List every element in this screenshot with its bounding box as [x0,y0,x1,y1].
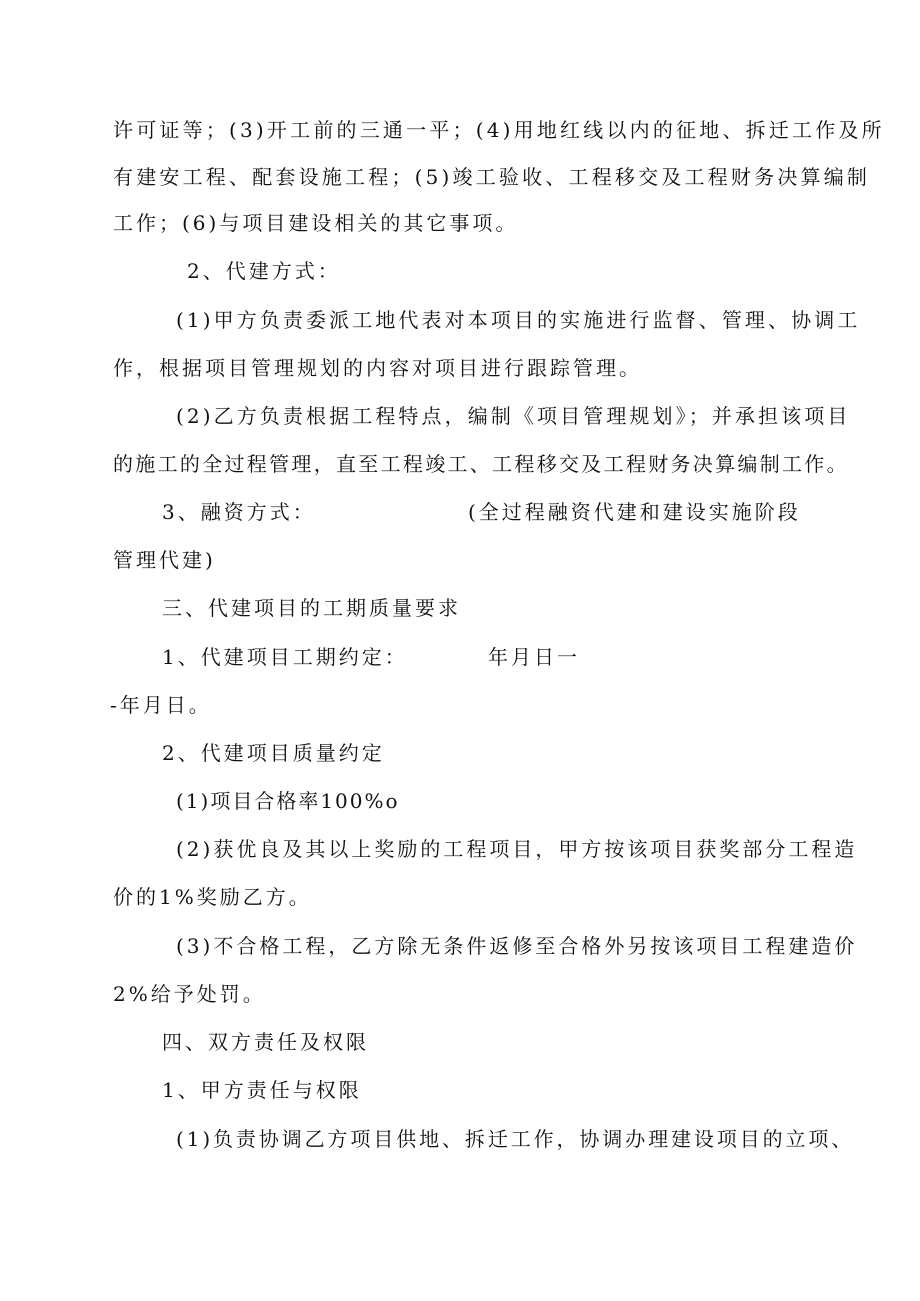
paragraph-line-6: 作，根据项目管理规划的内容对项目进行跟踪管理。 [113,356,642,380]
paragraph-line-11: 管理代建) [113,548,216,572]
paragraph-line-21: 2%给予处罚。 [113,982,266,1006]
section-heading-method: 2、代建方式： [187,259,341,283]
section-heading-four: 四、双方责任及权限 [162,1030,369,1054]
period-label: 1、代建项目工期约定： [162,645,408,669]
paragraph-line-5: (1)甲方负责委派工地代表对本项目的实施进行监督、管理、协调工 [176,308,861,332]
paragraph-line-1: 许可证等；(3)开工前的三通一平；(4)用地红线以内的征地、拆迁工作及所 [113,118,885,142]
paragraph-line-17: (1)项目合格率100%o [176,789,400,813]
paragraph-line-19: 价的1%奖励乙方。 [113,885,312,909]
paragraph-line-18: (2)获优良及其以上奖励的工程项目，甲方按该项目获奖部分工程造 [176,837,858,861]
paragraph-line-24: (1)负责协调乙方项目供地、拆迁工作，协调办理建设项目的立项、 [176,1127,855,1151]
period-value-start: 年月日一 [488,645,580,669]
paragraph-line-7: (2)乙方负责根据工程特点，编制《项目管理规划》；并承担该项目 [176,404,851,428]
paragraph-line-8: 的施工的全过程管理，直至工程竣工、工程移交及工程财务决算编制工作。 [113,452,849,476]
period-value-end: -年月日。 [110,693,212,717]
party-a-heading: 1、甲方责任与权限 [162,1078,362,1102]
financing-value: (全过程融资代建和建设实施阶段 [468,500,801,524]
quality-heading: 2、代建项目质量约定 [162,741,385,765]
paragraph-line-3: 工作；(6)与项目建设相关的其它事项。 [113,211,519,235]
paragraph-line-20: (3)不合格工程，乙方除无条件返修至合格外另按该项目工程建造价 [176,934,858,958]
section-heading-three: 三、代建项目的工期质量要求 [162,596,461,620]
financing-label: 3、融资方式： [162,500,316,524]
paragraph-line-2: 有建安工程、配套设施工程；(5)竣工验收、工程移交及工程财务决算编制 [113,165,871,189]
